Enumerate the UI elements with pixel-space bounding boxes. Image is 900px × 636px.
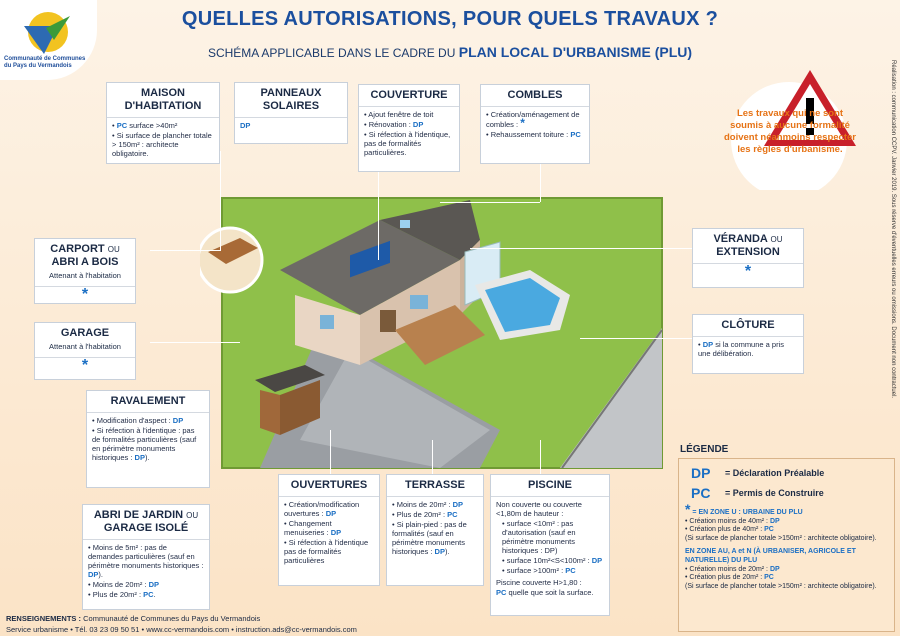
leader-line <box>440 202 540 203</box>
box-veranda-title: VÉRANDA OU EXTENSION <box>693 229 803 264</box>
terrasse-line-2: • Plus de 20m² : PC <box>392 510 458 519</box>
legend-za-3: (Si surface de plancher totale >150m² : architecte obligatoire). <box>685 582 877 590</box>
box-terrasse-title: TERRASSE <box>387 475 483 497</box>
veranda-star: * <box>744 263 752 280</box>
box-garage-title: GARAGE Attenant à l'habitation <box>35 323 135 358</box>
leader-line <box>150 250 220 251</box>
ravalement-line-1: • Modification d'aspect : DP <box>92 416 184 425</box>
couverture-line-2: • Rénovation : DP <box>364 120 424 129</box>
abri-line-1: • Moins de 5m² : pas de demandes particulières (sauf en périmètre monuments historiques : DP). <box>88 543 204 579</box>
leader-line <box>330 430 331 476</box>
terrasse-line-1: • Moins de 20m² : DP <box>392 500 463 509</box>
box-abri <box>82 504 210 610</box>
ouvertures-line-1: • Création/modification ouvertures : DP <box>284 500 360 518</box>
legend-zu-2: • Création plus de 40m² : PC <box>685 526 774 534</box>
legend-za-title: EN ZONE AU, A et N (À URBANISER, AGRICOLE ET NATURELLE) DU PLU <box>685 548 856 564</box>
box-veranda <box>692 228 804 288</box>
leader-line <box>580 338 692 339</box>
box-panneaux-title: PANNEAUX SOLAIRES <box>235 83 347 118</box>
legend-panel <box>678 458 895 632</box>
box-abri-title: ABRI DE JARDIN OU GARAGE ISOLÉ <box>83 505 209 540</box>
leader-line <box>220 151 221 251</box>
legend-zones <box>685 501 889 591</box>
side-note: Réalisation : communication CCPV. Janvier 2019. Sous réserve d'éventuelles erreurs ou omissions. Document non contractuel. <box>890 60 896 399</box>
legend-za-1: • Création moins de 20m² : DP <box>685 565 780 573</box>
piscine-sub-3: • surface >100m² : PC <box>502 566 576 575</box>
footer-line-2: Service urbanisme • Tél. 03 23 09 50 51 • www.cc-vermandois.com • instruction.ads@cc-vermandois.com <box>6 625 357 634</box>
panneaux-line-1: DP <box>240 121 251 130</box>
box-cloture <box>692 314 804 374</box>
couverture-line-1: • Ajout fenêtre de toit <box>364 110 434 119</box>
box-piscine <box>490 474 610 616</box>
box-combles-title: COMBLES <box>481 85 589 107</box>
box-piscine-title: PISCINE <box>491 475 609 497</box>
leader-line <box>378 170 379 260</box>
box-combles <box>480 84 590 164</box>
legend-dp-code: DP <box>691 465 711 481</box>
warning-text: Les travaux qui ne sont soumis à aucune formalité doivent néanmoins respecter les règles d'urbanisme. <box>724 108 856 155</box>
leader-line <box>540 162 541 202</box>
box-ravalement-title: RAVALEMENT <box>87 391 209 413</box>
house-illustration <box>200 180 680 480</box>
leader-line <box>540 440 541 476</box>
piscine-sub-2: • surface 10m²<S<100m² : DP <box>502 556 603 565</box>
piscine-para-1: Non couverte ou couverte <1,80m de hauteur : <box>496 500 582 518</box>
box-ouvertures-title: OUVERTURES <box>279 475 379 497</box>
legend-za-2: • Création plus de 20m² : PC <box>685 574 774 582</box>
piscine-sub-1: • surface <10m² : pas d'autorisation (sauf en périmètre monuments historiques : DP) <box>502 519 576 555</box>
combles-line-1: • Création/aménagement de combles : * <box>486 110 580 130</box>
box-maison-title: MAISON D'HABITATION <box>107 83 219 118</box>
legend-pc-label: = Permis de Construire <box>725 488 824 498</box>
box-panneaux <box>234 82 348 144</box>
abri-line-3: • Plus de 20m² : PC. <box>88 590 156 599</box>
legend-title: LÉGENDE <box>680 444 729 455</box>
box-cloture-title: CLÔTURE <box>693 315 803 337</box>
box-garage <box>34 322 136 380</box>
leader-line <box>470 248 692 249</box>
legend-zu-3: (Si surface de plancher totale >150m² : architecte obligatoire). <box>685 534 877 542</box>
piscine-para-2: Piscine couverte H>1,80 : <box>496 578 582 587</box>
footer-line-1: RENSEIGNEMENTS : Communauté de Communes du Pays du Vermandois <box>6 614 261 623</box>
garage-star: * <box>81 357 89 374</box>
couverture-line-3: • Si réfection à l'identique, pas de formalités particulières. <box>364 130 451 157</box>
logo-line-1: Communauté de Communes <box>4 56 86 62</box>
legend-zu-title: * = EN ZONE U : URBAINE DU PLU <box>685 501 803 517</box>
leader-line <box>150 342 240 343</box>
box-terrasse <box>386 474 484 586</box>
box-ravalement <box>86 390 210 488</box>
box-maison <box>106 82 220 164</box>
page-title: QUELLES AUTORISATIONS, POUR QUELS TRAVAUX ? <box>181 8 719 30</box>
piscine-para-3: PC quelle que soit la surface. <box>496 588 594 597</box>
maison-line-1: • PC surface >40m² <box>112 121 178 130</box>
maison-line-2: • Si surface de plancher totale > 150m² : architecte obligatoire. <box>112 131 212 158</box>
ouvertures-line-3: • Si réfection à l'identique pas de formalités particulières <box>284 538 369 565</box>
combles-line-2: • Rehaussement toiture : PC <box>486 130 581 139</box>
box-couverture-title: COUVERTURE <box>359 85 459 107</box>
box-carport-title: CARPORT OU ABRI A BOIS Attenant à l'habitation <box>35 239 135 287</box>
legend-zu-1: • Création moins de 40m² : DP <box>685 517 780 525</box>
leader-line <box>432 440 433 476</box>
box-ouvertures <box>278 474 380 586</box>
cloture-line-1: • DP si la commune a pris une délibération. <box>698 340 784 358</box>
legend-dp-label: = Déclaration Préalable <box>725 468 825 478</box>
subtitle-prefix: SCHÉMA APPLICABLE DANS LE CADRE DU <box>207 46 456 60</box>
page-subtitle <box>0 44 900 60</box>
ravalement-line-2: • Si réfection à l'identique : pas de formalités particulières (sauf en périmètre monuments historiques : DP). <box>92 426 197 462</box>
abri-line-2: • Moins de 20m² : DP <box>88 580 159 589</box>
terrasse-line-3: • Si plain-pied : pas de formalités (sauf en périmètre monuments historiques : DP). <box>392 520 467 556</box>
logo-line-2: du Pays du Vermandois <box>4 63 72 69</box>
ouvertures-line-2: • Changement menuiseries : DP <box>284 519 342 537</box>
box-carport <box>34 238 136 304</box>
subtitle-highlight: PLAN LOCAL D'URBANISME (PLU) <box>458 44 693 60</box>
legend-pc-code: PC <box>691 485 711 501</box>
box-couverture <box>358 84 460 172</box>
carport-star: * <box>81 286 89 303</box>
